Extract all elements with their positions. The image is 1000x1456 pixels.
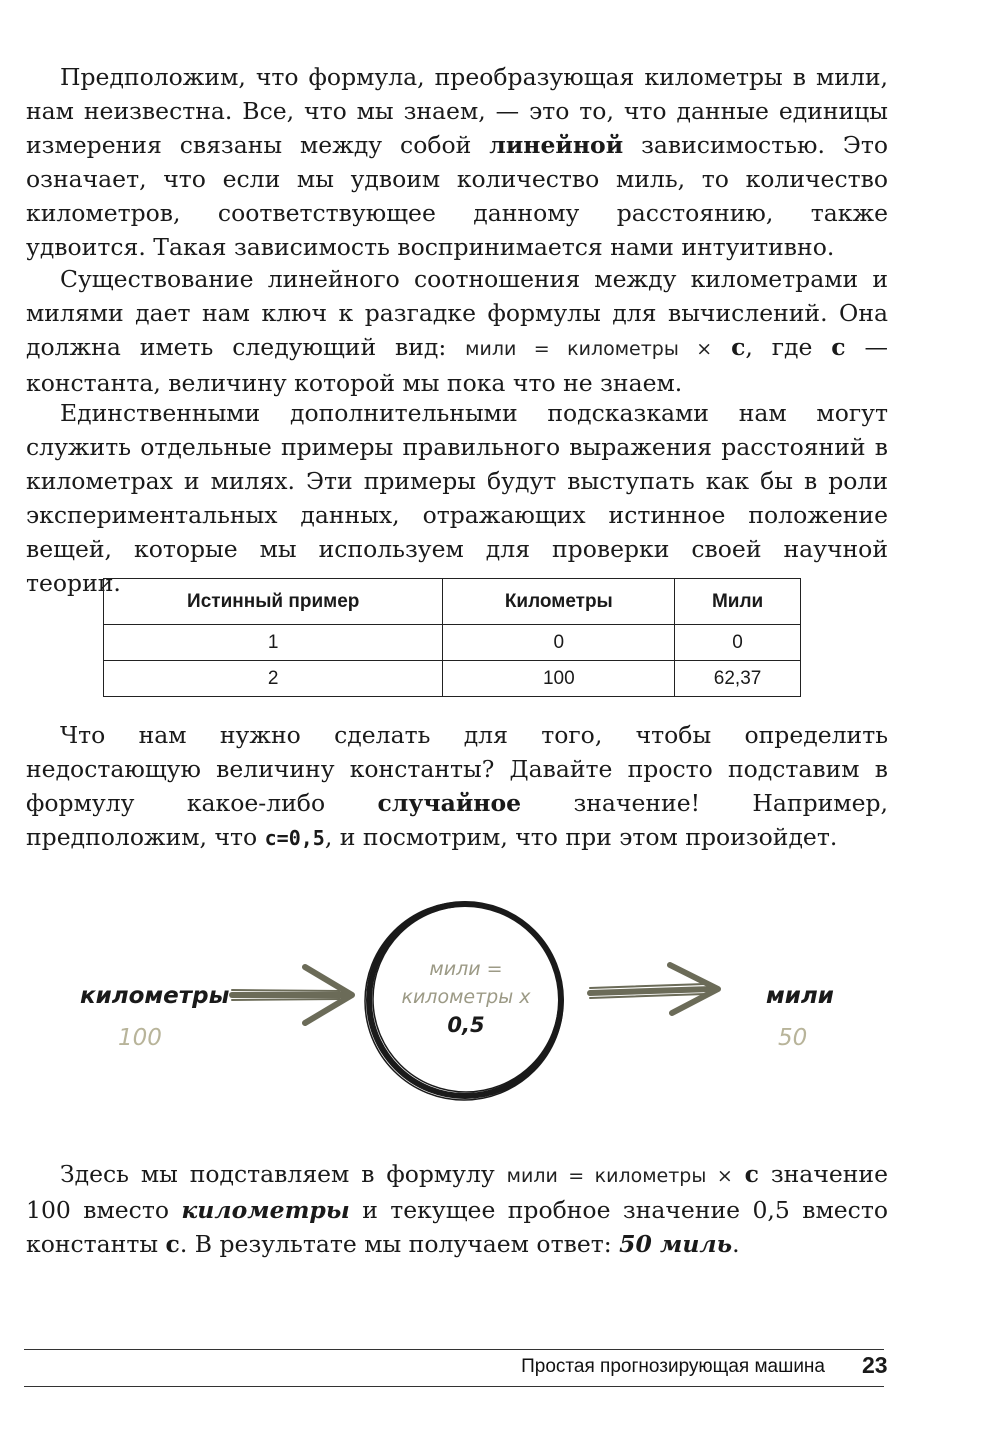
p2-const-c: c — [731, 333, 746, 361]
p5-const-c-2: c — [165, 1230, 180, 1258]
p2-const-c-2: c — [831, 333, 846, 361]
p2-text-a: Существование линейного соотношения между километрами и милями дает нам ключ к разгадке формулы для вычислений. Она должна иметь следующий вид: — [26, 265, 888, 361]
p4-text-b: значение! Например, предположим, что — [26, 789, 889, 851]
formula-line-3: 0,5 — [447, 1013, 485, 1037]
table-row — [104, 625, 801, 661]
p5-text-d: . В результате мы получаем ответ: — [179, 1230, 620, 1258]
table-cell: 1 — [104, 625, 443, 661]
table-header-example: Истинный пример — [104, 579, 443, 625]
table-header-km: Километры — [443, 579, 675, 625]
table-header-row — [104, 579, 801, 625]
paragraph-5 — [26, 1157, 888, 1261]
p2-text-b: , где — [745, 333, 832, 361]
table-row — [104, 661, 801, 697]
p2-text-c: — константа, величину которой мы пока что не знаем. — [26, 333, 888, 397]
table-cell: 62,37 — [675, 661, 801, 697]
p5-italic-km: километры — [181, 1196, 350, 1224]
p5-text-a: Здесь мы подставляем в формулу — [60, 1160, 507, 1188]
p5-text-c: и текущее пробное значение 0,5 вместо константы — [26, 1196, 888, 1258]
input-value: 100 — [118, 1025, 162, 1051]
table-cell: 2 — [104, 661, 443, 697]
formula-line-1: мили = — [429, 958, 503, 980]
p5-formula: мили = километры × — [506, 1165, 733, 1187]
paragraph-2 — [26, 262, 888, 400]
diagram-svg — [0, 885, 1000, 1135]
output-label: мили — [766, 983, 834, 1009]
paragraph-3: Единственными дополнительными подсказками нам могут служить отдельные примеры правильного выражения расстояний в километрах и милях. Эти примеры будут выступать как бы в роли экспериментальных данных, отражающих истинное положение вещей, которые мы используем для проверки своей научной теории. — [26, 399, 888, 597]
conversion-diagram — [0, 885, 1000, 1135]
p4-bold-random: случайное — [377, 789, 522, 817]
p1-bold-linear: линейной — [489, 131, 624, 159]
p1-text-b: зависимостью. Это означает, что если мы удвоим количество миль, то количество километров, соответствующее данному расстоянию, также удвоится. Такая зависимость воспринимается нами интуитивно. — [26, 131, 888, 261]
page-number: 23 — [862, 1352, 888, 1378]
p4-text-a: Что нам нужно сделать для того, чтобы определить недостающую величину константы? Давайте просто подставим в формулу какое-либо — [26, 721, 888, 817]
table-cell: 0 — [675, 625, 801, 661]
table-cell: 0 — [443, 625, 675, 661]
output-value: 50 — [778, 1025, 808, 1051]
paragraph-4 — [26, 718, 888, 855]
footer-rule-bottom — [24, 1386, 884, 1387]
p5-text-b: значение 100 вместо — [26, 1160, 888, 1224]
p1-text-a: Предположим, что формула, преобразующая километры в мили, нам неизвестна. Все, что мы знаем, — это то, что данные единицы измерения связаны между собой — [26, 63, 888, 159]
p4-text-c: , и посмотрим, что при этом произойдет. — [324, 823, 838, 851]
p5-const-c: c — [744, 1160, 759, 1188]
p5-italic-answer: 50 миль — [619, 1230, 733, 1258]
examples-table — [103, 578, 801, 697]
table-cell: 100 — [443, 661, 675, 697]
footer-rule-top — [24, 1349, 884, 1350]
p5-text-e: . — [732, 1230, 740, 1258]
p4-code-c: c=0,5 — [264, 826, 325, 850]
formula-line-2: километры х — [401, 986, 531, 1008]
p2-formula: мили = километры × — [465, 338, 713, 360]
footer-chapter-title: Простая прогнозирующая машина — [521, 1356, 825, 1377]
input-label: километры — [80, 983, 230, 1009]
output-arrow — [590, 965, 718, 1013]
input-arrow — [232, 967, 352, 1023]
table-header-miles: Мили — [675, 579, 801, 625]
paragraph-1 — [26, 60, 888, 264]
